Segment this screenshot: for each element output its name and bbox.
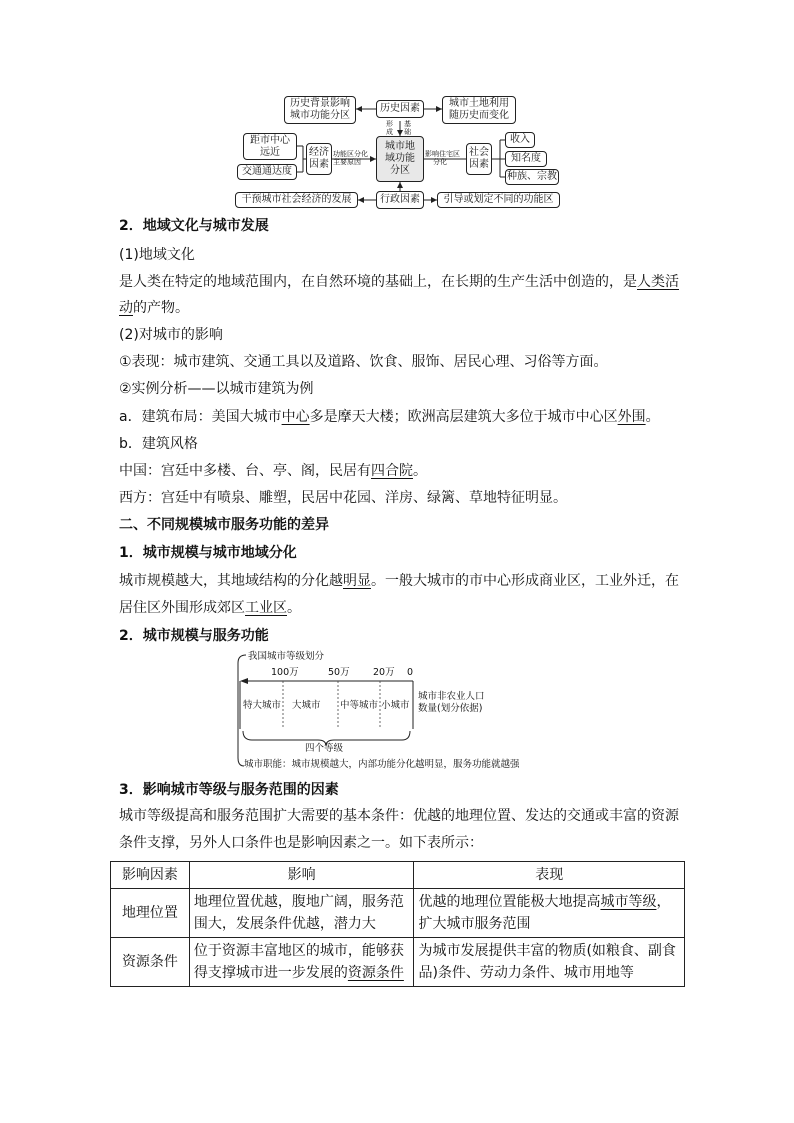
tick-1000k: 100万 [271,667,299,678]
category-megacity: 特大城市 [243,700,282,711]
residential-label: 影响住宅区 分化 [425,150,460,166]
building-style-heading: b．建筑风格 [119,436,198,452]
intervene-box: 干预城市社会经济的发展 [235,192,358,208]
section-heading-culture: 2．地域文化与城市发展 [119,218,269,234]
header-performance: 表现 [414,862,685,889]
manifestation-item: ①表现：城市建筑、交通工具以及道路、饮食、服饰、居民心理、习俗等方面。 [119,354,608,370]
race-religion-box: 种族、宗教 [505,169,559,185]
economic-factor-box: 经济 因素 [306,143,332,175]
scale-paragraph-line-2: 居住区外围形成郊区工业区。 [119,600,301,616]
income-box: 收入 [505,132,535,148]
urban-zoning-center-box: 城市地 域功能 分区 [376,136,424,182]
table-header-row [111,862,685,889]
part-heading-service: 二、不同规模城市服务功能的差异 [119,517,329,533]
subsection-heading-1: 1．城市规模与城市地域分化 [119,545,297,561]
formation-label: 形 成 [386,120,393,136]
subsection-heading-2: 2．城市规模与服务功能 [119,628,269,644]
transport-box: 交通通达度 [237,164,297,180]
guide-box: 引导或划定不同的功能区 [437,192,560,208]
reputation-box: 知名度 [505,151,547,167]
land-use-box: 城市土地利用 随历史而变化 [442,96,516,124]
admin-factor-box: 行政因素 [376,191,424,209]
zoning-label: 功能区分化 主要原因 [333,150,368,166]
cell-factor: 地理位置 [111,889,190,938]
tick-200k: 20万 [373,667,395,678]
china-style-line: 中国：宫廷中多楼、台、亭、阁，民居有四合院。 [119,463,427,479]
category-medium-city: 中等城市 [340,700,379,711]
table-row [111,938,685,987]
distance-center-box: 距市中心 远近 [243,133,297,160]
factors-table [110,861,685,987]
function-note: 城市职能：城市规模越大，内部功能分化越明显，服务功能就越强 [244,759,520,770]
scale-paragraph-line-1: 城市规模越大，其地域结构的分化越明显。一般大城市的市中心形成商业区，工业外迁，在 [119,573,679,589]
cell-performance: 优越的地理位置能极大地提高城市等级， 扩大城市服务范围 [414,889,685,938]
tick-zero: 0 [407,667,414,678]
history-factor-box: 历史因素 [376,100,424,118]
definition-line-1: 是人类在特定的地域范围内，在自然环境的基础上，在长期的生产生活中创造的，是人类活 [119,274,679,290]
building-layout-line: a．建筑布局：美国大城市中心多是摩天大楼；欧洲高层建筑大多位于城市中心区外围。 [119,409,660,425]
axis-note: 城市非农业人口 数量(划分依据) [418,691,485,714]
case-analysis-item: ②实例分析——以城市建筑为例 [119,381,314,397]
basis-label: 基 础 [404,120,411,136]
diagram-title: 我国城市等级划分 [248,651,325,662]
cell-effect: 地理位置优越，腹地广阔，服务范 围大，发展条件优越，潜力大 [189,889,414,938]
tick-500k: 50万 [328,667,350,678]
cell-performance: 为城市发展提供丰富的物质(如粮食、副食 品)条件、劳动力条件、城市用地等 [414,938,685,987]
social-factor-box: 社会 因素 [466,143,492,175]
subheading-influence: (2)对城市的影响 [119,327,223,343]
cell-factor: 资源条件 [111,938,190,987]
factors-paragraph-line-2: 条件支撑，另外人口条件也是影响因素之一。如下表所示： [119,835,483,851]
category-large-city: 大城市 [292,700,321,711]
factors-paragraph-line-1: 城市等级提高和服务范围扩大需要的基本条件：优越的地理位置、发达的交通或丰富的资源 [119,808,679,824]
subheading-regional-culture: (1)地域文化 [119,247,195,263]
header-factor: 影响因素 [111,862,190,889]
category-small-city: 小城市 [381,700,410,711]
subsection-heading-3: 3．影响城市等级与服务范围的因素 [119,782,339,798]
header-effect: 影响 [189,862,414,889]
history-effect-box: 历史背景影响 城市功能分区 [284,96,356,124]
west-style-line: 西方：宫廷中有喷泉、雕塑，民居中花园、洋房、绿篱、草地特征明显。 [119,490,567,506]
cell-effect: 位于资源丰富地区的城市，能够获 得支撑城市进一步发展的资源条件 [189,938,414,987]
table-row [111,889,685,938]
definition-line-2: 动的产物。 [119,300,189,316]
bracket-label: 四个等级 [305,743,344,754]
